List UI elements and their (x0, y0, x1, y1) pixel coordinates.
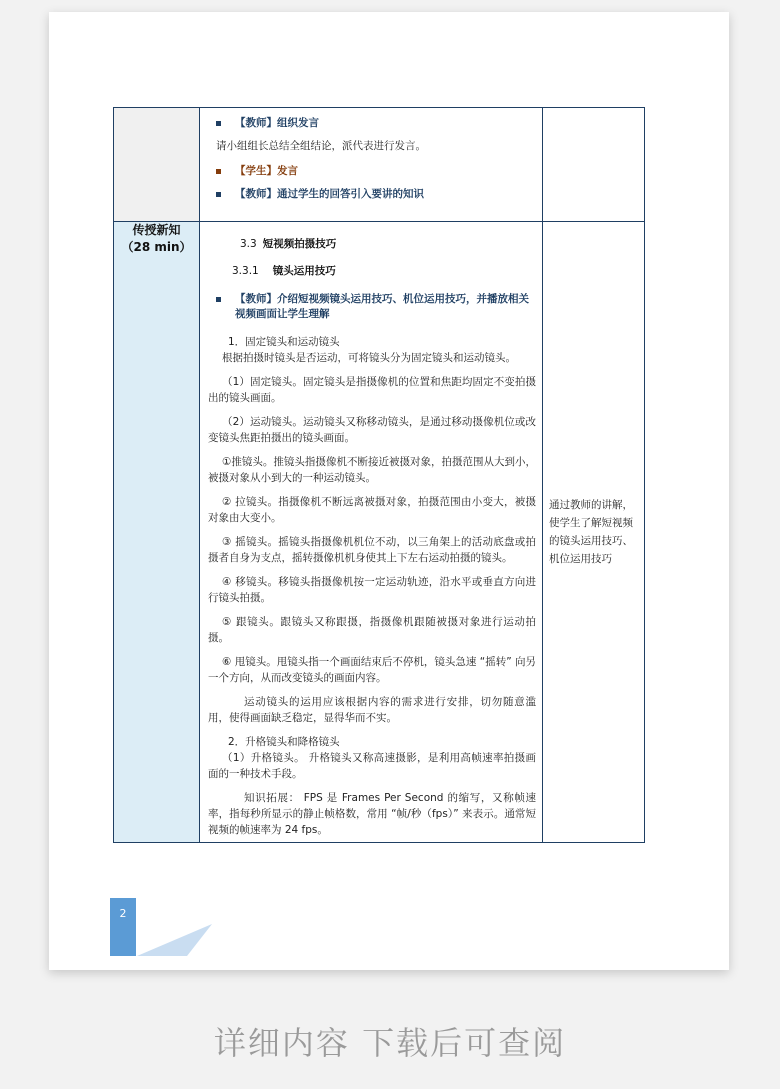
page-corner-decoration (137, 924, 212, 956)
footer-caption: 详细内容 下载后可查阅 (213, 1024, 567, 1062)
page-number: 2 (119, 907, 127, 920)
table-row (114, 108, 645, 222)
square-bullet-icon (216, 192, 221, 197)
square-bullet-icon (216, 169, 221, 174)
stage-label: 传授新知 (132, 223, 181, 237)
student-task-item: 【学生】发言 (216, 164, 536, 179)
intent-cell-empty (543, 108, 645, 222)
paragraph: （1）固定镜头。固定镜头是指摄像机的位置和焦距均固定不变拍摄出的镜头画面。 (208, 376, 536, 404)
topic-heading: 2．升格镜头和降格镜头 (228, 736, 340, 748)
paragraph: ④ 移镜头。移镜头指摄像机按一定运动轨迹，沿水平或垂直方向进行镜头拍摄。 (208, 576, 536, 604)
paragraph: ③ 摇镜头。摇镜头指摄像机机位不动，以三角架上的活动底盘或拍摄者自身为支点，摇转摄像机机身使其上下左右运动拍摄的镜头。 (208, 536, 536, 564)
paragraph: 根据拍摄时镜头是否运动，可将镜头分为固定镜头和运动镜头。 (222, 352, 516, 364)
teacher-task-item: 【教师】介绍短视频镜头运用技巧、机位运用技巧，并播放相关视频画面让学生理解 (216, 292, 536, 322)
instruction-text: 请小组组长总结全组结论，派代表进行发言。 (216, 140, 426, 152)
design-intent-text: 通过教师的讲解，使学生了解短视频的镜头运用技巧、机位运用技巧 (549, 499, 633, 565)
intent-cell (543, 222, 645, 843)
table-row (114, 222, 645, 843)
content-cell (200, 222, 543, 843)
topic-heading: 1．固定镜头和运动镜头 (228, 336, 340, 348)
paragraph: 运动镜头的运用应该根据内容的需求进行安排，切勿随意滥用，使得画面缺乏稳定，显得华而不实。 (208, 696, 536, 724)
paragraph: ①推镜头。推镜头指摄像机不断接近被摄对象，拍摄范围从大到小，被摄对象从小到大的一种运动镜头。 (208, 456, 536, 484)
section-heading: 3.3 短视频拍摄技巧 (240, 238, 337, 250)
stage-time: （28 min） (121, 240, 192, 254)
teacher-task-item: 【教师】组织发言 (216, 116, 536, 131)
lesson-plan-table (113, 107, 645, 843)
paragraph: ⑤ 跟镜头。跟镜头又称跟摄，指摄像机跟随被摄对象进行运动拍摄。 (208, 616, 536, 644)
square-bullet-icon (216, 297, 221, 302)
knowledge-extension: 知识拓展： FPS 是 Frames Per Second 的缩写，又称帧速率，指每秒所显示的静止帧格数，常用 “帧/秒（fps）” 来表示。通常短视频的帧速率为 24 fps。 (208, 792, 536, 836)
paragraph: ⑥ 甩镜头。甩镜头指一个画面结束后不停机，镜头急速 “摇转” 向另一个方向，从而改变镜头的画面内容。 (208, 656, 536, 684)
page-number-tab (110, 898, 136, 956)
subsection-heading: 3.3.1 镜头运用技巧 (232, 265, 336, 277)
paragraph: （2）运动镜头。运动镜头又称移动镜头，是通过移动摄像机位或改变镜头焦距拍摄出的镜头画面。 (208, 416, 536, 444)
stage-cell (114, 222, 200, 843)
paragraph: ② 拉镜头。指摄像机不断远离被摄对象，拍摄范围由小变大，被摄对象由大变小。 (208, 496, 536, 524)
document-page (49, 12, 729, 970)
paragraph: （1）升格镜头。 升格镜头又称高速摄影，是利用高帧速率拍摄画面的一种技术手段。 (208, 752, 536, 780)
stage-cell-empty (114, 108, 200, 222)
square-bullet-icon (216, 121, 221, 126)
teacher-intro-item: 【教师】通过学生的回答引入要讲的知识 (216, 187, 536, 202)
content-cell (200, 108, 543, 222)
